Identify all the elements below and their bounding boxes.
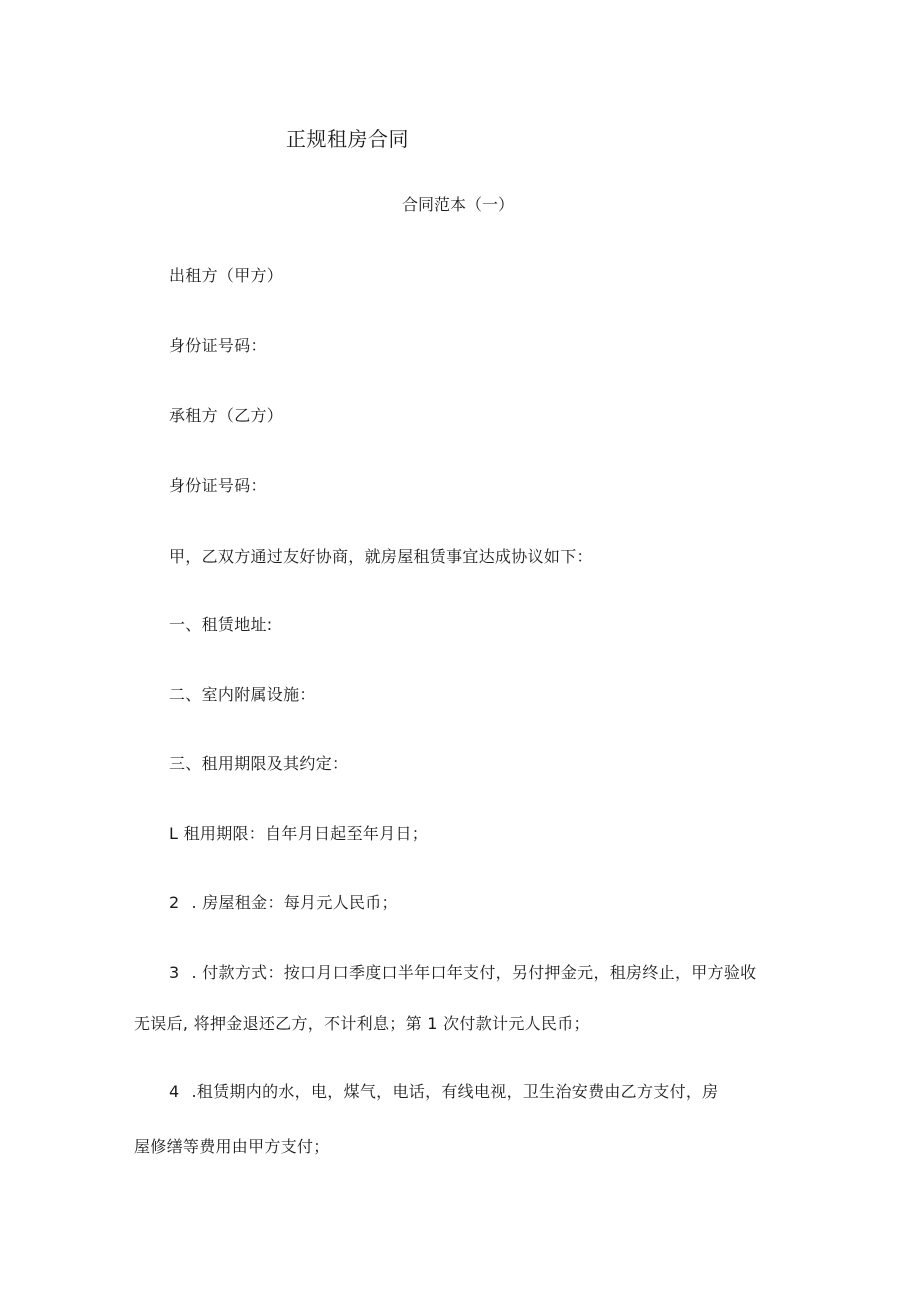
intro-paragraph: 甲，乙双方通过友好协商，就房屋租赁事宜达成协议如下：: [169, 547, 593, 566]
lessor-line: 出租方（甲方）: [169, 266, 284, 285]
item-2-line: [169, 892, 398, 914]
document-subtitle: 合同范本（一）: [402, 195, 515, 214]
item-4-number: 4: [169, 1082, 180, 1101]
lessee-id-line: 身份证号码：: [169, 476, 267, 495]
section-3-heading: 三、租用期限及其约定：: [169, 754, 349, 773]
item-2-number: 2: [169, 893, 180, 912]
item-3-line: [169, 962, 756, 984]
document-title: 正规租房合同: [286, 127, 409, 151]
lessor-id-line: 身份证号码：: [169, 336, 267, 355]
item-4-continuation: 屋修缮等费用由甲方支付；: [134, 1137, 330, 1156]
item-2-text: . 房屋租金：每月元人民币；: [191, 893, 398, 912]
item-4-text: .租赁期内的水，电，煤气，电话，有线电视，卫生治安费由乙方支付，房: [191, 1082, 719, 1101]
item-3-text: . 付款方式：按口月口季度口半年口年支付，另付押金元，租房终止，甲方验收: [191, 963, 757, 982]
item-3-continuation: 无误后, 将押金退还乙方，不计利息；第 1 次付款计元人民币；: [134, 1014, 590, 1033]
section-1-heading: 一、租赁地址:: [169, 615, 273, 634]
item-4-line: [169, 1081, 718, 1103]
item-1-line: L 租用期限：自年月日起至年月日；: [169, 824, 429, 843]
lessee-line: 承租方（乙方）: [169, 406, 284, 425]
item-3-number: 3: [169, 963, 180, 982]
section-2-heading: 二、室内附属设施：: [169, 685, 316, 704]
